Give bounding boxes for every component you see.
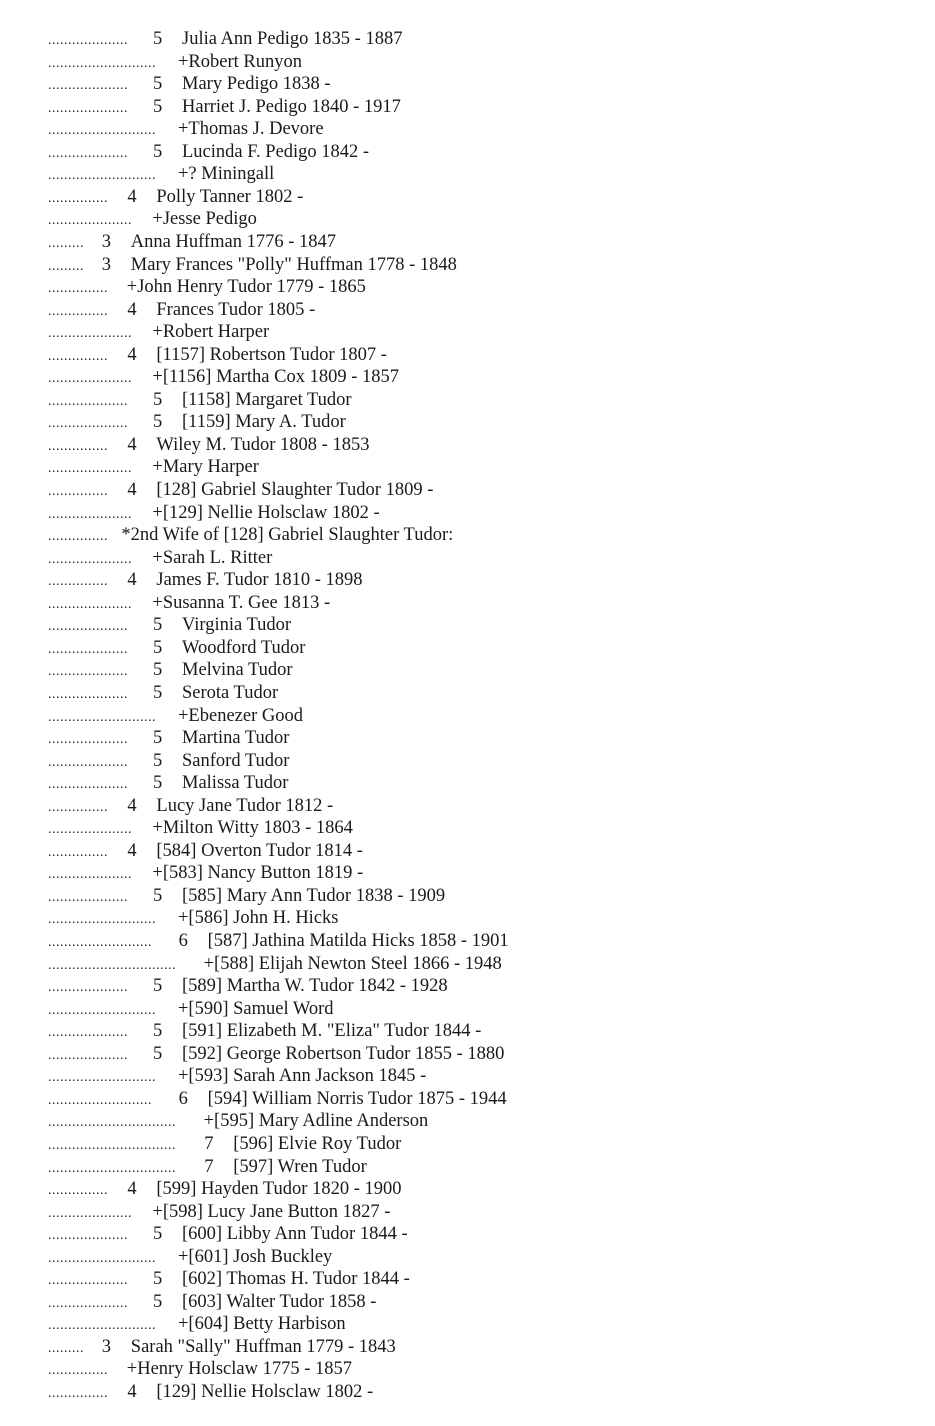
generation-number: 4 [127,186,137,207]
person-name: Martina Tudor [182,728,290,749]
person-name: James F. Tudor 1810 - 1898 [156,570,363,591]
person-name: [592] George Robertson Tudor 1855 - 1880 [182,1043,505,1064]
person-name: Lucy Jane Tudor 1812 - [156,795,334,816]
dot-leader: ..................... [48,326,132,342]
note-line [0,524,935,546]
generation-number: 4 [127,840,137,861]
person-name: Anna Huffman 1776 - 1847 [130,231,336,252]
descendant-line [0,659,935,681]
person-name: Wiley M. Tudor 1808 - 1853 [156,434,370,455]
dot-leader: ..................... [48,551,132,567]
spouse-line [0,1313,935,1335]
dot-leader: ........................... [48,1250,156,1266]
dot-leader: .......................... [48,935,152,950]
spouse-name: +[604] Betty Harbison [178,1314,346,1335]
dot-leader: ..................... [48,867,132,883]
descendant-line [0,1156,935,1178]
descendant-line [0,73,935,95]
spouse-line [0,547,935,569]
dot-leader: ..................... [48,371,132,387]
dot-leader: ..................... [48,213,132,229]
dot-leader: ............... [48,799,108,815]
spouse-line [0,1246,935,1268]
generation-number: 3 [101,254,112,275]
descendant-line [0,254,935,276]
dot-leader: ............... [48,529,108,545]
generation-number: 5 [153,1291,163,1312]
spouse-line [0,998,935,1020]
spouse-line [0,321,935,343]
dot-leader: ............... [48,844,108,860]
spouse-name: +Ebenezer Good [178,705,303,726]
spouse-line [0,1201,935,1223]
generation-number: 5 [153,660,163,681]
person-name: Harriet J. Pedigo 1840 - 1917 [182,96,401,117]
spouse-name: +[598] Lucy Jane Button 1827 - [152,1201,391,1222]
generation-number: 5 [153,141,163,162]
dot-leader: ............... [48,348,108,364]
descendant-line [0,840,935,862]
dot-leader: .................... [48,777,128,793]
person-name: [585] Mary Ann Tudor 1838 - 1909 [182,885,446,906]
generation-number: 4 [127,795,137,816]
spouse-line [0,862,935,884]
generation-number: 4 [127,480,137,500]
spouse-line [0,592,935,614]
dot-leader: ................................ [48,1137,176,1153]
descendant-line [0,344,935,366]
dot-leader: .................... [48,145,128,161]
generation-number: 3 [101,1336,112,1357]
spouse-line [0,1358,935,1380]
descendant-line [0,28,935,50]
spouse-name: +[593] Sarah Ann Jackson 1845 - [178,1066,427,1087]
spouse-name: +Henry Holsclaw 1775 - 1857 [126,1359,352,1380]
person-name: Sarah "Sally" Huffman 1779 - 1843 [130,1336,396,1357]
dot-leader: ............... [48,438,108,454]
spouse-line [0,705,935,727]
generation-number: 5 [153,728,163,749]
generation-number: 7 [204,1156,214,1177]
dot-leader: .................... [48,980,128,996]
dot-leader: ................................ [48,1160,176,1176]
dot-leader: ............... [48,303,108,319]
descendant-line [0,96,935,118]
descendant-line [0,930,935,952]
generation-number: 5 [153,412,163,433]
spouse-line [0,208,935,230]
person-name: [599] Hayden Tudor 1820 - 1900 [156,1179,402,1200]
note-text: *2nd Wife of [128] Gabriel Slaughter Tudor: [121,525,454,546]
generation-number: 5 [153,1224,163,1245]
person-name: [128] Gabriel Slaughter Tudor 1809 - [156,480,434,500]
dot-leader: .................... [48,100,128,116]
spouse-line [0,953,935,975]
person-name: Woodford Tudor [182,637,306,658]
spouse-name: +[586] John H. Hicks [178,908,339,929]
generation-number: 4 [127,1382,137,1402]
dot-leader: ............... [48,484,108,499]
spouse-name: +[1156] Martha Cox 1809 - 1857 [152,367,400,388]
descendant-line [0,1291,935,1313]
spouse-name: +[601] Josh Buckley [178,1246,333,1267]
dot-leader: ............... [48,574,108,590]
spouse-line [0,907,935,929]
person-name: Malissa Tudor [182,773,289,794]
dot-leader: .................... [48,619,128,635]
descendant-line [0,795,935,817]
person-name: Melvina Tudor [182,660,293,681]
dot-leader: ........................... [48,123,156,139]
dot-leader: ............... [48,1386,108,1401]
spouse-line [0,1065,935,1087]
generation-number: 7 [204,1133,214,1154]
descendant-line [0,1381,935,1403]
person-name: [129] Nellie Holsclaw 1802 - [156,1382,374,1402]
dot-leader: .................... [48,664,128,680]
spouse-line [0,51,935,73]
dot-leader: ................................ [48,957,176,973]
generation-number: 4 [127,344,137,365]
person-name: [602] Thomas H. Tudor 1844 - [182,1269,410,1290]
person-name: [603] Walter Tudor 1858 - [182,1291,377,1312]
person-name: [1158] Margaret Tudor [182,389,352,410]
dot-leader: ........................... [48,709,156,725]
descendant-line [0,682,935,704]
dot-leader: ........................... [48,55,156,71]
dot-leader: ..................... [48,822,132,838]
descendant-line [0,1020,935,1042]
generation-number: 5 [153,750,163,771]
generation-number: 4 [127,570,137,591]
spouse-name: +Thomas J. Devore [178,119,324,140]
spouse-name: +[590] Samuel Word [178,998,334,1019]
descendant-line [0,1178,935,1200]
generation-number: 5 [153,1021,163,1042]
dot-leader: ..................... [48,506,132,522]
dot-leader: .................... [48,732,128,748]
dot-leader: ..................... [48,461,132,477]
spouse-name: +Jesse Pedigo [152,209,257,230]
spouse-name: +Sarah L. Ritter [152,547,273,568]
person-name: Julia Ann Pedigo 1835 - 1887 [182,29,403,49]
person-name: Frances Tudor 1805 - [156,299,316,320]
descendant-line [0,569,935,591]
person-name: [584] Overton Tudor 1814 - [156,840,363,861]
spouse-name: +[595] Mary Adline Anderson [203,1111,429,1132]
descendant-line [0,637,935,659]
descendant-line [0,141,935,163]
person-name: [587] Jathina Matilda Hicks 1858 - 1901 [207,931,509,951]
person-name: Lucinda F. Pedigo 1842 - [182,141,370,162]
generation-number: 4 [127,1179,137,1200]
descendant-line [0,1223,935,1245]
dot-leader: ........................... [48,1070,156,1086]
generation-number: 5 [153,389,163,410]
dot-leader: ........................... [48,1318,156,1334]
dot-leader: .................... [48,78,128,94]
spouse-name: +[129] Nellie Holsclaw 1802 - [152,502,380,523]
spouse-line [0,502,935,524]
dot-leader: ................................ [48,1115,176,1131]
dot-leader: .................... [48,1047,128,1063]
generation-number: 5 [153,885,163,906]
generation-number: 5 [153,615,163,636]
descendant-line [0,614,935,636]
dot-leader: .................... [48,1295,128,1311]
descendant-line [0,1088,935,1110]
generation-number: 3 [101,231,112,252]
dot-leader: ........................... [48,168,156,184]
spouse-name: +[583] Nancy Button 1819 - [152,863,364,884]
generation-number: 5 [153,96,163,117]
generation-number: 5 [153,682,163,703]
person-name: [596] Elvie Roy Tudor [233,1133,402,1154]
generation-number: 5 [153,637,163,658]
spouse-name: +Mary Harper [152,457,259,478]
person-name: [1159] Mary A. Tudor [182,412,346,433]
spouse-line [0,456,935,478]
descendant-line [0,1133,935,1155]
spouse-line [0,817,935,839]
generation-number: 5 [153,1043,163,1064]
spouse-line [0,366,935,388]
descendant-line [0,434,935,456]
spouse-name: +Susanna T. Gee 1813 - [152,592,331,613]
person-name: Virginia Tudor [182,615,292,636]
generation-number: 5 [153,773,163,794]
spouse-name: +? Miningall [178,164,275,185]
spouse-line [0,163,935,185]
descendant-line [0,299,935,321]
person-name: [600] Libby Ann Tudor 1844 - [182,1224,408,1245]
dot-leader: .................... [48,754,128,770]
spouse-name: +John Henry Tudor 1779 - 1865 [126,277,366,298]
descendant-line [0,1268,935,1290]
spouse-name: +Robert Harper [152,322,270,343]
dot-leader: .................... [48,1228,128,1244]
descendant-line [0,389,935,411]
dot-leader: .................... [48,641,128,657]
generation-number: 6 [178,1088,188,1109]
generation-number: 5 [153,74,163,95]
dot-leader: ..................... [48,1205,132,1221]
dot-leader: ..................... [48,596,132,612]
dot-leader: ............... [48,1183,108,1199]
dot-leader: .................... [48,33,128,48]
dot-leader: .................... [48,889,128,905]
generation-number: 5 [153,1269,163,1290]
generation-number: 5 [153,29,163,49]
spouse-name: +[588] Elijah Newton Steel 1866 - 1948 [203,953,502,974]
descendant-line [0,772,935,794]
dot-leader: .................... [48,416,128,432]
dot-leader: .................... [48,1025,128,1041]
descendant-line [0,727,935,749]
generation-number: 4 [127,434,137,455]
descendant-line [0,975,935,997]
dot-leader: ............... [48,190,108,206]
person-name: [594] William Norris Tudor 1875 - 1944 [207,1088,507,1109]
descendant-line [0,1043,935,1065]
descendant-line [0,750,935,772]
dot-leader: .................... [48,393,128,409]
person-name: Mary Frances "Polly" Huffman 1778 - 1848 [130,254,457,275]
dot-leader: ......... [48,235,84,251]
spouse-line [0,276,935,298]
dot-leader: .................... [48,686,128,702]
spouse-line [0,1110,935,1132]
spouse-name: +Milton Witty 1803 - 1864 [152,818,353,839]
descendant-line [0,479,935,501]
generation-number: 6 [178,931,188,951]
descendant-line [0,231,935,253]
person-name: [1157] Robertson Tudor 1807 - [156,344,387,365]
dot-leader: .................... [48,1273,128,1289]
descendant-line [0,885,935,907]
dot-leader: ............... [48,281,108,297]
dot-leader: ........................... [48,1002,156,1018]
dot-leader: ......... [48,1340,84,1356]
dot-leader: ......... [48,258,84,274]
person-name: Polly Tanner 1802 - [156,186,304,207]
person-name: [591] Elizabeth M. "Eliza" Tudor 1844 - [182,1021,482,1042]
person-name: [597] Wren Tudor [233,1156,367,1177]
person-name: [589] Martha W. Tudor 1842 - 1928 [182,976,448,997]
dot-leader: ........................... [48,912,156,928]
generation-number: 4 [127,299,137,320]
spouse-name: +Robert Runyon [178,51,302,72]
generation-number: 5 [153,976,163,997]
person-name: Mary Pedigo 1838 - [182,74,331,95]
descendant-line [0,186,935,208]
dot-leader: ............... [48,1363,108,1379]
person-name: Sanford Tudor [182,750,290,771]
dot-leader: .......................... [48,1092,152,1108]
descendant-line [0,411,935,433]
spouse-line [0,118,935,140]
descendant-line [0,1336,935,1358]
person-name: Serota Tudor [182,682,279,703]
